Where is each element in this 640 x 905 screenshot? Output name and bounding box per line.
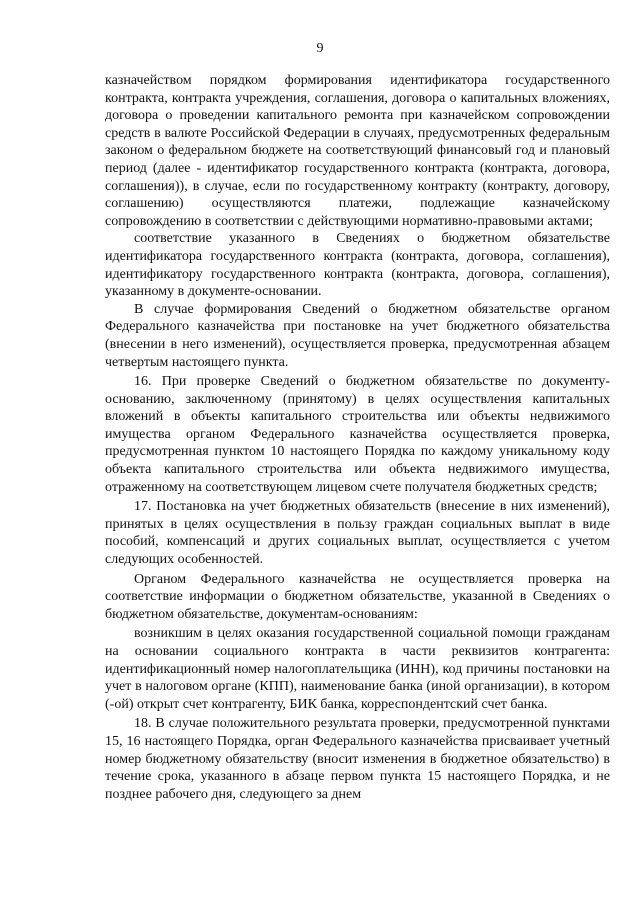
page-number: 9 (316, 41, 324, 56)
paragraph-item-16: 16. При проверке Сведений о бюджетном обязательстве по документу-основанию, заключенному (принятому) в целях осуществления капитальных вложений в объекты капитального строительства или объекты недвижимого имущества органом Федерального казначейства осуществляется проверка, предусмотренная пунктом 10 настоящего Порядка по каждому уникальному коду объекта капитального строительства или объекта недвижимого имущества, отраженному на соответствующем лицевом счете получателя бюджетных средств; (105, 374, 610, 495)
paragraph-no-check: Органом Федерального казначейства не осуществляется проверка на соответствие информации о бюджетном обязательстве, указанной в Сведениях о бюджетном обязательстве, документам-основаниям: (105, 571, 610, 622)
paragraph-item-17: 17. Постановка на учет бюджетных обязательств (внесение в них изменений), принятых в целях осуществления в пользу граждан социальных выплат в виде пособий, компенсаций и других социальных выплат, осуществляется с учетом следующих особенностей. (105, 499, 610, 568)
document-body (105, 72, 610, 803)
paragraph-continuation: казначейством порядком формирования идентификатора государственного контракта, контракта учреждения, соглашения, договора о капитальных вложениях, договора о проведении капитального ремонта при казначейском сопровождении средств в валюте Российской Федерации в случаях, предусмотренных федеральным законом о федеральном бюджете на соответствующий финансовый год и плановый период (далее - идентификатор государственного контракта (контракта, договора, соглашения)), в случае, если по государственному контракту (контракту, договору, соглашению) осуществляются платежи, подлежащие казначейскому сопровождению в соответствии с действующими нормативно-правовыми актами; (105, 73, 610, 229)
paragraph-contract-id-check: соответствие указанного в Сведениях о бюджетном обязательстве идентификатора государственного контракта (контракта, договора, соглашения), идентификатору государственного контракта (контракта, договора, соглашения), указанному в документе-основании. (105, 231, 610, 300)
paragraph-item-18: 18. В случае положительного результата проверки, предусмотренной пунктами 15, 16 настоящего Порядка, орган Федерального казначейства присваивает учетный номер бюджетному обязательству (вносит изменения в бюджетное обязательство) в течение срока, указанного в абзаце первом пункта 15 настоящего Порядка, и не позднее рабочего дня, следующего за днем (105, 716, 610, 802)
paragraph-social-contract: возникшим в целях оказания государственной социальной помощи гражданам на основании социального контракта в части реквизитов контрагента: идентификационный номер налогоплательщика (ИНН), код причины постановки на учет в налоговом органе (КПП), наименование банка (иной организации), в котором (-ой) открыт счет контрагенту, БИК банка, корреспондентский счет банка. (105, 626, 610, 712)
paragraph-treasury-check: В случае формирования Сведений о бюджетном обязательстве органом Федерального казначейства при постановке на учет бюджетного обязательства (внесении в него изменений), осуществляется проверка, предусмотренная абзацем четвертым настоящего пункта. (105, 301, 610, 370)
